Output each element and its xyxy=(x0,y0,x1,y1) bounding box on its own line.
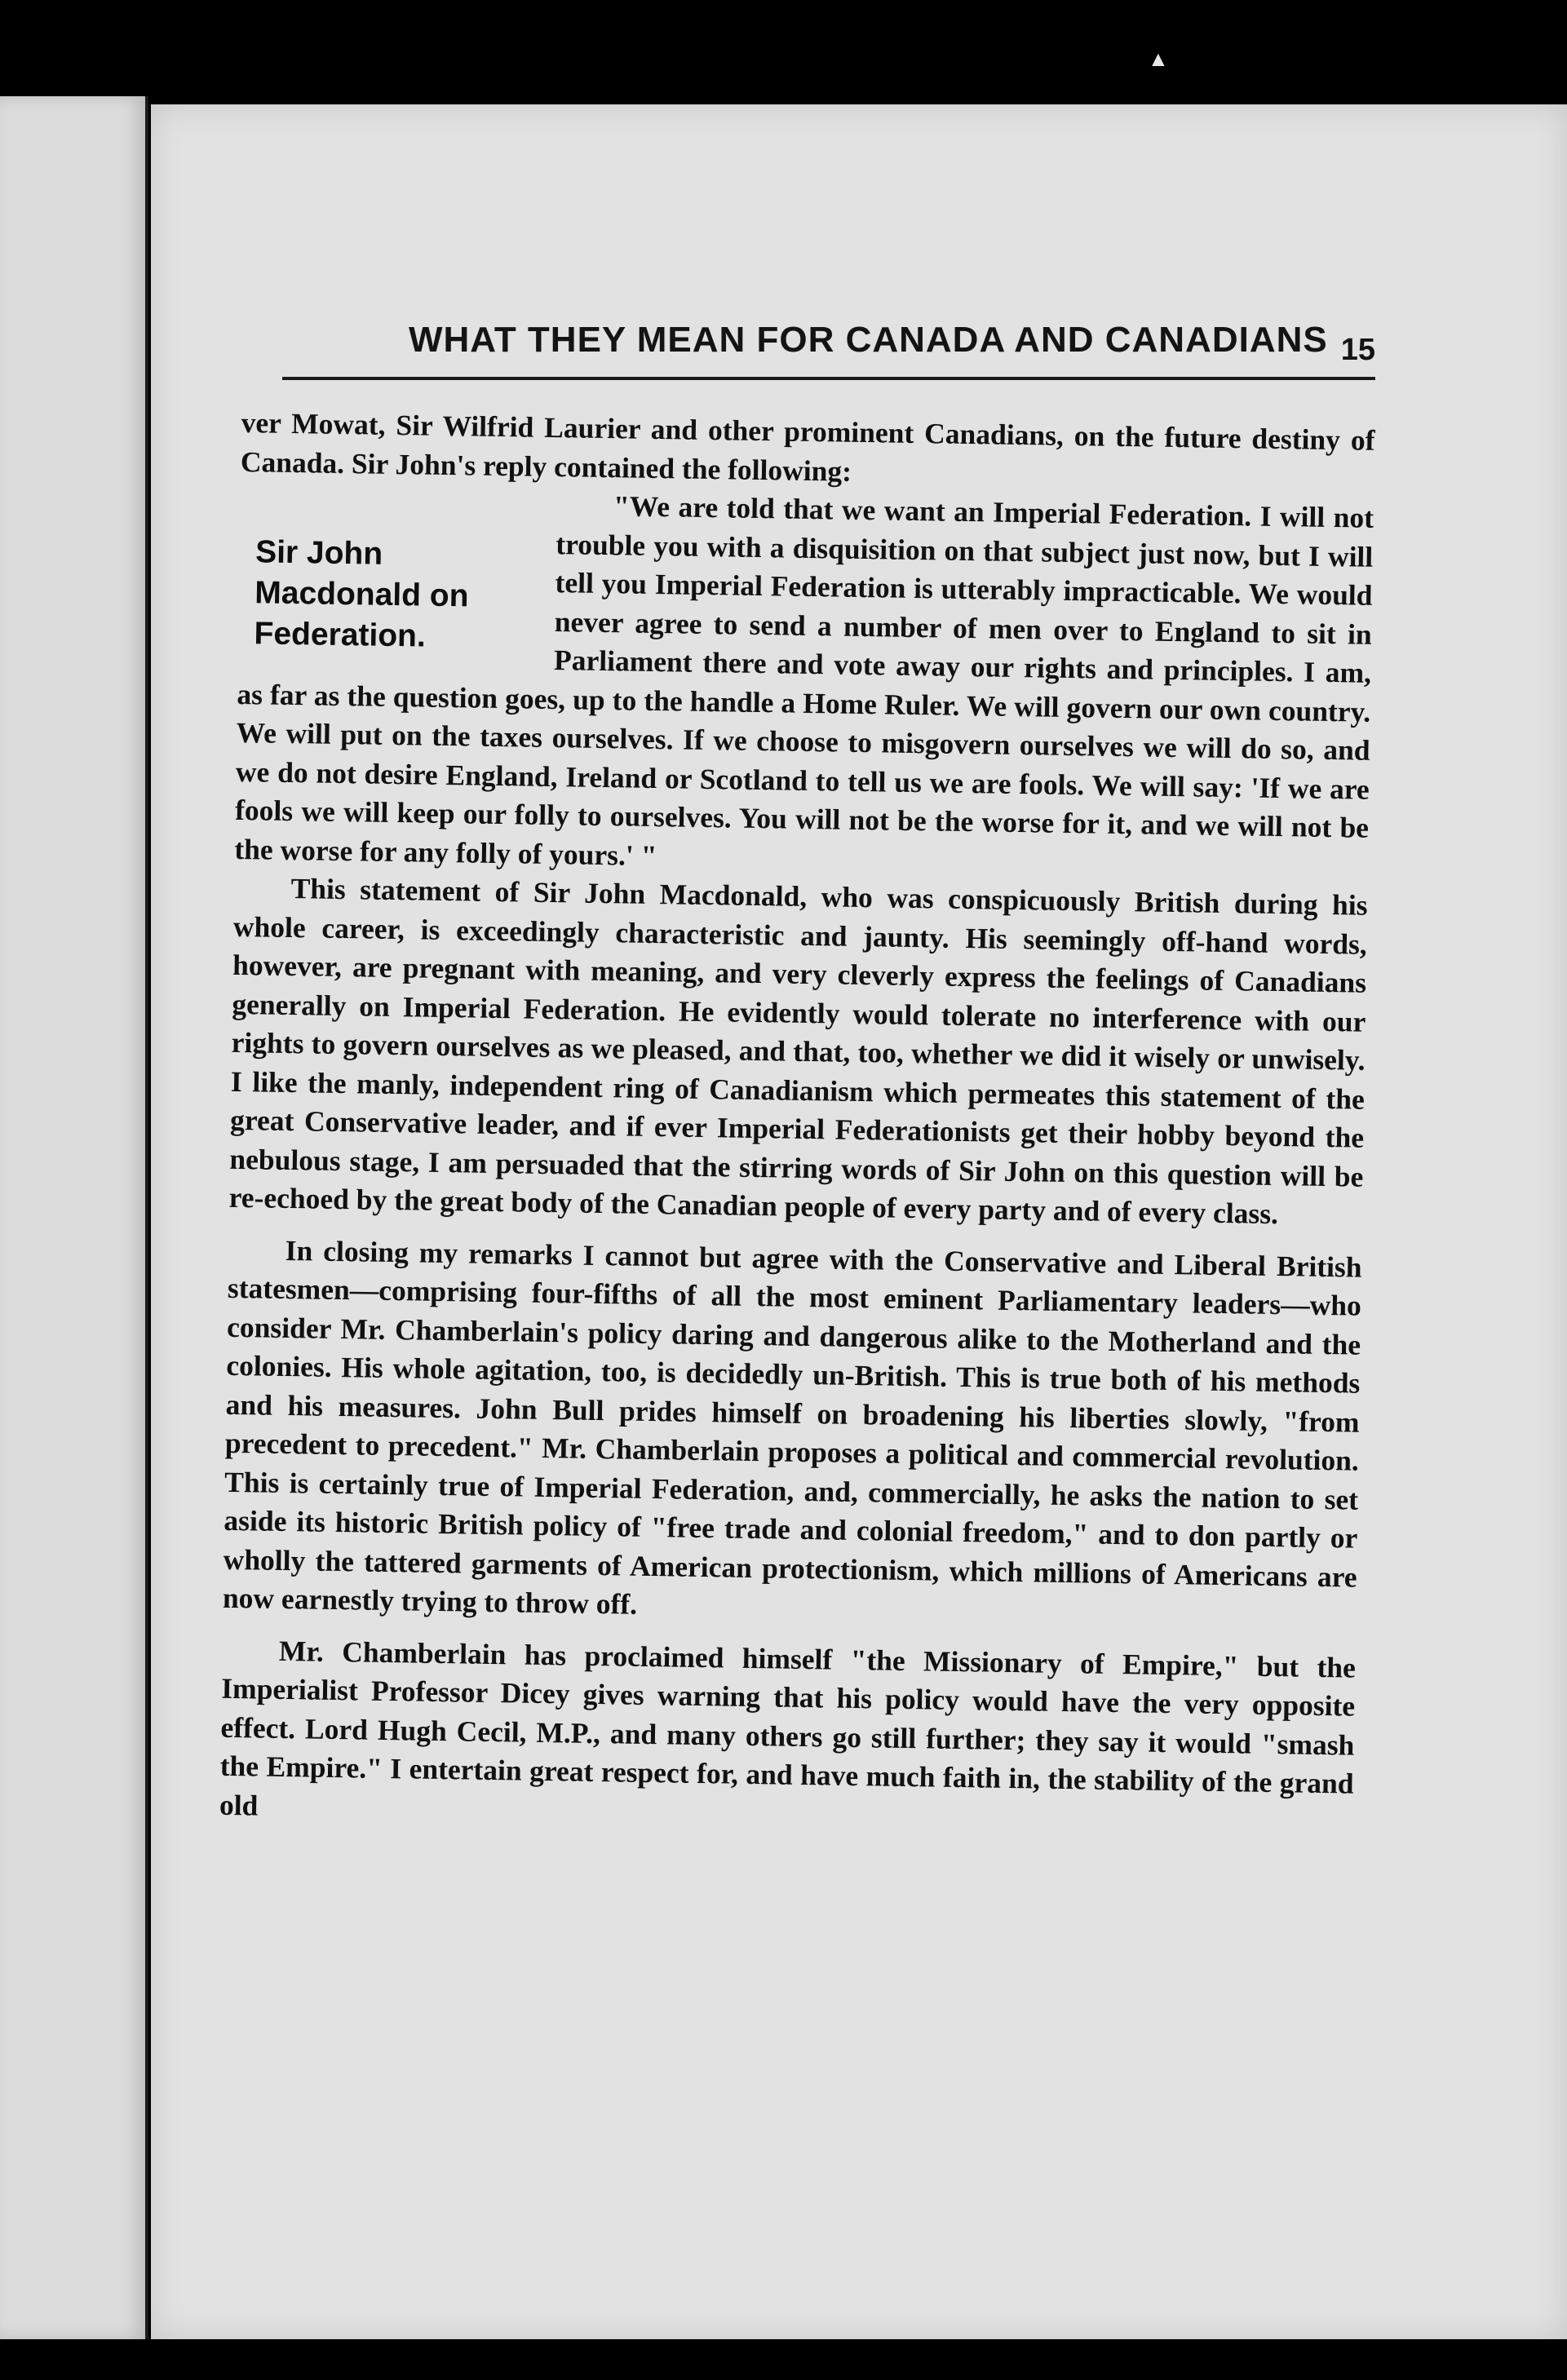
left-page-edge xyxy=(0,96,148,2339)
paragraph-intro: ver Mowat, Sir Wilfrid Laurier and other prominent Canadians, on the future destiny of Canada. Sir John's reply contained the following: xyxy=(240,405,1375,488)
body-text xyxy=(219,404,1375,1843)
sidenote: Sir John Macdonald on Federation. xyxy=(254,534,469,654)
scan-artifact: ▲ xyxy=(1148,47,1169,71)
paragraph-chamberlain: Mr. Chamberlain has proclaimed himself "the Missionary of Empire," but the Imperialist Professor Dicey gives warning that his policy would have the very opposite effect. Lord Hugh Cecil, M.P., and many others go still further; they say it would "smash the Empire." I entertain great respect for, and have much faith in, the stability of the grand old xyxy=(219,1634,1357,1822)
header-title: WHAT THEY MEAN FOR CANADA AND CANADIANS xyxy=(409,320,1328,360)
quote-block xyxy=(234,481,1374,887)
running-header xyxy=(282,320,1375,380)
page-number: 15 xyxy=(1340,333,1375,367)
paragraph-closing-remarks: In closing my remarks I cannot but agree with the Conservative and Liberal British statesmen—comprising four-fifths of all the most eminent Parliamentary leaders—who consider Mr. Chamberlain's policy daring and dangerous alike to the Motherland and the colonies. His whole agitation, too, is decidedly un-British. This is true both of his methods and his measures. John Bull prides himself on broadening his liberties slowly, "from precedent to precedent." Mr. Chamberlain proposes a political and commercial revolution. This is certainly true of Imperial Federation, and, commercially, he asks the nation to set aside its historic British policy of "free trade and colonial freedom," and to don partly or wholly the tattered garments of American protectionism, which millions of Americans are now earnestly trying to throw off. xyxy=(222,1233,1362,1621)
paragraph-macdonald-statement: This statement of Sir John Macdonald, who was conspicuously British during his whole career, is exceedingly characteristic and jaunty. His seemingly off-hand words, however, are pregnant with meaning, and very cleverly express the feelings of Canadians generally on Imperial Federation. He evidently would tolerate no interference with our rights to govern ourselves as we pleased, and that, too, whether we did it wisely or unwisely. I like the manly, independent ring of Canadianism which permeates this statement of the great Conservative leader, and if ever Imperial Federationists get their hobby beyond the nebulous stage, I am persuaded that the stirring words of Sir John on this question will be re-echoed by the great body of the Canadian people of every party and of every class. xyxy=(228,872,1368,1231)
paragraph-quote: "We are told that we want an Imperial Federation. I will not trouble you with a disquisition on that subject just now, but I will tell you Imperial Federation is utterably impracticable. We would never agree to send a number of men over to England to sit in Parliament there and vote away our rights and principles. I am, as far as the question goes, up to the handle a Home Ruler. We will govern our own country. We will put on the taxes ourselves. If we choose to misgovern ourselves we will do so, and we do not desire England, Ireland or Scotland to tell us we are fools. We will say: 'If we are fools we will keep our folly to ourselves. You will not be the worse for it, and we will not be the worse for any folly of yours.' " xyxy=(234,489,1374,872)
